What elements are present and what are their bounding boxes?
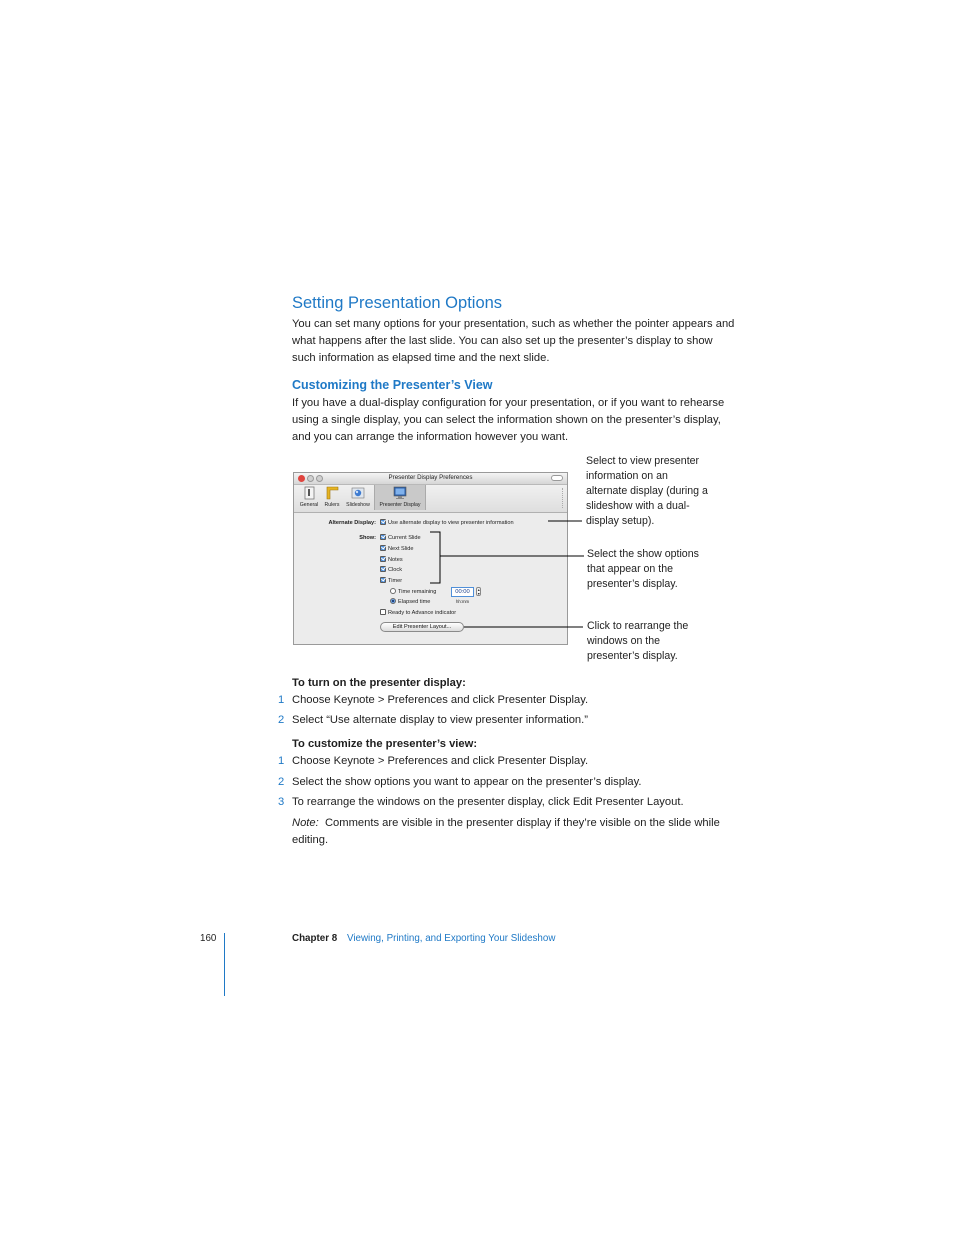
step-text: To rearrange the windows on the presenter display, click Edit Presenter Layout.: [292, 796, 684, 808]
note-paragraph: [292, 815, 737, 849]
elapsed-time-radio[interactable]: Elapsed time: [390, 598, 430, 605]
show-current-slide-checkbox[interactable]: Current Slide: [380, 534, 421, 541]
step-number: 3: [278, 796, 285, 808]
time-unit-label: hh:mm: [456, 599, 470, 604]
time-stepper-arrows[interactable]: ▲ ▼: [477, 588, 481, 596]
callout-bracket-show: [430, 532, 440, 583]
show-label: Show:: [359, 535, 376, 541]
alternate-display-label: Alternate Display:: [328, 520, 376, 526]
footer-rule: [224, 933, 225, 996]
show-clock-checkbox[interactable]: Clock: [380, 566, 402, 573]
note-label: Note:: [292, 817, 319, 829]
window-title: Presenter Display Preferences: [388, 474, 473, 481]
task-title-turn-on: To turn on the presenter display:: [292, 677, 466, 689]
task-title-customize: To customize the presenter’s view:: [292, 738, 478, 750]
step-text: Select the show options you want to appear on the presenter’s display.: [292, 776, 642, 788]
step-number: 1: [278, 694, 285, 706]
note-text: Comments are visible in the presenter display if they’re visible on the slide while editing.: [292, 817, 720, 846]
step-text: Choose Keynote > Preferences and click Presenter Display.: [292, 694, 589, 706]
alternate-display-checkbox[interactable]: Use alternate display to view presenter information: [380, 519, 514, 526]
footer-chapter: Chapter 8: [292, 933, 338, 944]
subsection-heading: Customizing the Presenter’s View: [292, 378, 493, 392]
step-number: 2: [278, 714, 285, 726]
intro-paragraph: You can set many options for your presentation, such as whether the pointer appears and what happens after the last slide. You can also set up the presenter’s display to show such information as elapsed time and the next slide.: [292, 318, 735, 364]
edit-presenter-layout-button[interactable]: Edit Presenter Layout...: [380, 622, 464, 632]
callout-show: Select the show options that appear on the presenter’s display.: [587, 548, 699, 590]
subsection-paragraph: If you have a dual-display configuration for your presentation, or if you want to rehearse using a single display, you can select the information shown on the presenter’s display, and you can arrange the information however you want.: [292, 397, 725, 443]
ready-indicator-checkbox[interactable]: Ready to Advance indicator: [380, 609, 456, 616]
step-text: Select “Use alternate display to view presenter information.”: [292, 714, 588, 726]
tab-general[interactable]: General: [297, 486, 321, 508]
section-heading: Setting Presentation Options: [292, 294, 503, 312]
tab-slideshow[interactable]: Slideshow: [343, 486, 373, 508]
step-number: 2: [278, 776, 285, 788]
callout-edit: Click to rearrange the windows on the presenter’s display.: [587, 620, 689, 662]
callout-alternate: Select to view presenter information on an alternate display (during a slideshow with a dual-display setup).: [586, 455, 708, 527]
footer-chapter-title: Viewing, Printing, and Exporting Your Slideshow: [347, 933, 556, 944]
show-next-slide-checkbox[interactable]: Next Slide: [380, 545, 414, 552]
tab-rulers[interactable]: Rulers: [321, 486, 343, 508]
tab-presenter-display[interactable]: Presenter Display: [374, 485, 426, 510]
time-remaining-radio[interactable]: Time remaining: [390, 588, 436, 595]
step-number: 1: [278, 755, 285, 767]
show-timer-checkbox[interactable]: Timer: [380, 577, 402, 584]
page-number: 160: [200, 933, 217, 944]
time-field[interactable]: 00:00: [451, 587, 474, 597]
show-notes-checkbox[interactable]: Notes: [380, 556, 403, 563]
step-text: Choose Keynote > Preferences and click Presenter Display.: [292, 755, 589, 767]
